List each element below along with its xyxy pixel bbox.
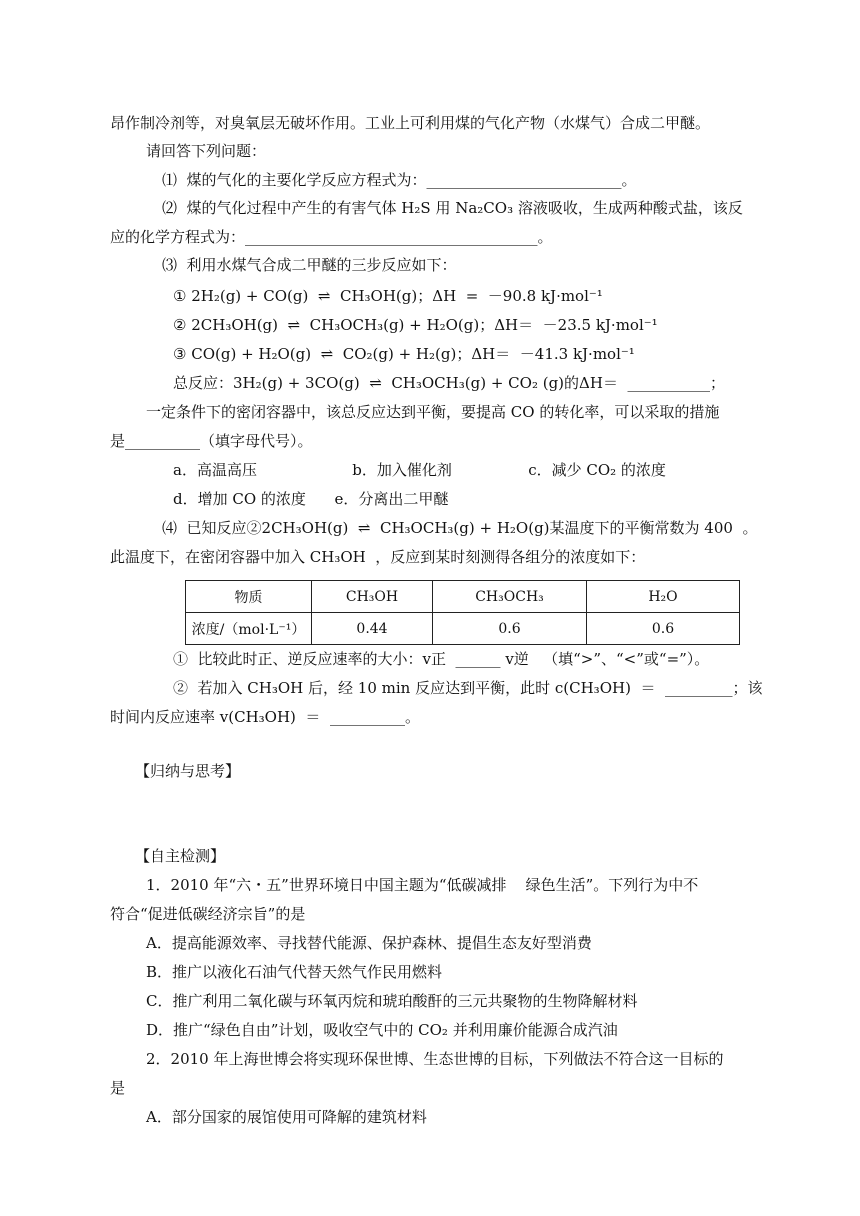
table-cell: 0.44 — [312, 613, 433, 645]
question-line: 2．2010 年上海世博会将实现环保世博、生态世博的目标，下列做法不符合这一目标的 — [146, 1050, 724, 1068]
question-line: 符合“促进低碳经济宗旨”的是 — [110, 905, 306, 923]
text-line: 应的化学方程式为：_______________________________________。 — [110, 228, 553, 246]
text-line: 时间内反应速率 v(CH₃OH) ＝ __________。 — [110, 708, 420, 726]
table-cell: CH₃OCH₃ — [433, 581, 587, 613]
text-line: ⑴ 煤的气化的主要化学反应方程式为：__________________________。 — [162, 171, 637, 189]
table-cell: 物质 — [186, 581, 312, 613]
option-line: A．部分国家的展馆使用可降解的建筑材料 — [146, 1108, 427, 1126]
text-line: ⑵ 煤的气化过程中产生的有害气体 H₂S 用 Na₂CO₃ 溶液吸收，生成两种酸式盐，该反 — [162, 199, 743, 217]
table-cell: 0.6 — [587, 613, 740, 645]
option-line: a．高温高压 b．加入催化剂 c．减少 CO₂ 的浓度 — [173, 461, 666, 479]
text-line: ② 若加入 CH₃OH 后，经 10 min 反应达到平衡，此时 c(CH₃OH) ＝ _________；该 — [173, 679, 763, 697]
equation-line: ② 2CH₃OH(g) ⇌ CH₃OCH₃(g) + H₂O(g)；ΔH＝ －23.5 kJ·mol⁻¹ — [173, 316, 658, 334]
text-line: 是__________（填字母代号）。 — [110, 432, 313, 450]
concentration-table — [185, 580, 740, 645]
option-line: D．推广“绿色自由”计划，吸收空气中的 CO₂ 并利用廉价能源合成汽油 — [146, 1021, 618, 1039]
option-line: B．推广以液化石油气代替天然气作民用燃料 — [146, 963, 443, 981]
table-cell: 浓度/（mol·L⁻¹） — [186, 613, 312, 645]
table-row — [186, 581, 740, 613]
question-line: 是 — [110, 1079, 126, 1097]
option-line: A．提高能源效率、寻找替代能源、保护森林、提倡生态友好型消费 — [146, 934, 592, 952]
table-row — [186, 613, 740, 645]
equation-line: ① 2H₂(g) + CO(g) ⇌ CH₃OH(g)；ΔH = －90.8 kJ·mol⁻¹ — [173, 287, 603, 305]
table-cell: 0.6 — [433, 613, 587, 645]
text-line: 请回答下列问题： — [146, 142, 267, 160]
option-line: C．推广利用二氧化碳与环氧丙烷和琥珀酸酐的三元共聚物的生物降解材料 — [146, 992, 638, 1010]
section-heading: 【归纳与思考】 — [135, 762, 241, 780]
text-line: 此温度下，在密闭容器中加入 CH₃OH ，反应到某时刻测得各组分的浓度如下： — [110, 548, 646, 566]
table-cell: CH₃OH — [312, 581, 433, 613]
text-line: 一定条件下的密闭容器中，该总反应达到平衡，要提高 CO 的转化率，可以采取的措施 — [146, 403, 720, 421]
text-line: ⑷ 已知反应②2CH₃OH(g) ⇌ CH₃OCH₃(g) + H₂O(g)某温度下的平衡常数为 400 。 — [162, 519, 758, 537]
text-line: ① 比较此时正、逆反应速率的大小：v正 ______ v逆 （填“>”、“<”或“=”）。 — [173, 650, 710, 668]
question-line: 1．2010 年“六・五”世界环境日中国主题为“低碳减排 绿色生活”。下列行为中不 — [146, 876, 699, 894]
text-line: 昂作制冷剂等，对臭氧层无破坏作用。工业上可利用煤的气化产物（水煤气）合成二甲醚。 — [110, 114, 711, 132]
section-heading: 【自主检测】 — [135, 847, 226, 865]
equation-line: ③ CO(g) + H₂O(g) ⇌ CO₂(g) + H₂(g)；ΔH＝ －41.3 kJ·mol⁻¹ — [173, 345, 635, 363]
text-line: ⑶ 利用水煤气合成二甲醚的三步反应如下： — [162, 256, 457, 274]
option-line: d．增加 CO 的浓度 e．分离出二甲醚 — [173, 490, 449, 508]
equation-line: 总反应：3H₂(g) + 3CO(g) ⇌ CH₃OCH₃(g) + CO₂ (g)的ΔH＝ ___________； — [173, 374, 725, 392]
table-cell: H₂O — [587, 581, 740, 613]
